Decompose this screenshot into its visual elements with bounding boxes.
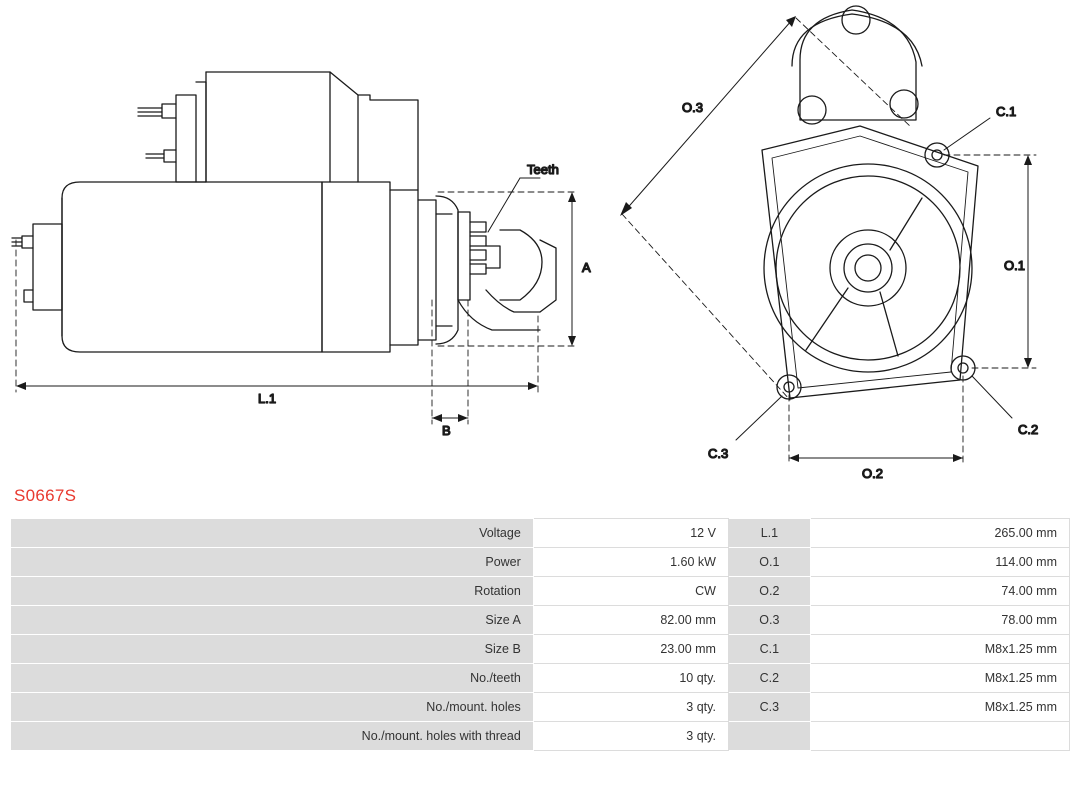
table-row <box>11 606 1070 635</box>
spec-label: No./teeth <box>11 664 534 693</box>
table-row <box>11 577 1070 606</box>
label-size-b: B <box>442 423 451 438</box>
spec-dim-label: C.1 <box>728 635 810 664</box>
table-row <box>11 693 1070 722</box>
table-row <box>11 519 1070 548</box>
table-row <box>11 548 1070 577</box>
label-teeth: Teeth <box>527 162 559 177</box>
spec-dim-label: O.1 <box>728 548 810 577</box>
spec-dim-label: C.3 <box>728 693 810 722</box>
spec-dim-value: 265.00 mm <box>810 519 1069 548</box>
spec-dim-label: L.1 <box>728 519 810 548</box>
spec-label: Rotation <box>11 577 534 606</box>
spec-label: No./mount. holes <box>11 693 534 722</box>
label-c3: C.3 <box>708 446 729 461</box>
spec-dim-label: O.3 <box>728 606 810 635</box>
label-c2: C.2 <box>1018 422 1039 437</box>
spec-value: 23.00 mm <box>533 635 728 664</box>
spec-dim-label: C.2 <box>728 664 810 693</box>
spec-dim-value: 114.00 mm <box>810 548 1069 577</box>
spec-dim-label: O.2 <box>728 577 810 606</box>
table-row <box>11 635 1070 664</box>
front-view-drawing <box>620 6 1038 480</box>
spec-dim-value <box>810 722 1069 751</box>
spec-value: CW <box>533 577 728 606</box>
spec-label: Power <box>11 548 534 577</box>
spec-value: 1.60 kW <box>533 548 728 577</box>
spec-dim-value: M8x1.25 mm <box>810 664 1069 693</box>
spec-dim-value: 78.00 mm <box>810 606 1069 635</box>
part-code: S0667S <box>14 486 77 505</box>
spec-label: Size B <box>11 635 534 664</box>
specifications-table <box>10 518 1070 751</box>
label-c1: C.1 <box>996 104 1017 119</box>
side-view-drawing <box>12 72 591 438</box>
spec-value: 12 V <box>533 519 728 548</box>
spec-label: Voltage <box>11 519 534 548</box>
label-length-l1: L.1 <box>258 391 277 406</box>
label-o3: O.3 <box>682 100 703 115</box>
spec-value: 82.00 mm <box>533 606 728 635</box>
label-size-a: A <box>582 260 591 275</box>
spec-label: No./mount. holes with thread <box>11 722 534 751</box>
table-row <box>11 664 1070 693</box>
spec-dim-value: 74.00 mm <box>810 577 1069 606</box>
label-o2: O.2 <box>862 466 883 480</box>
spec-dim-value: M8x1.25 mm <box>810 693 1069 722</box>
spec-dim-label <box>728 722 810 751</box>
spec-value: 3 qty. <box>533 722 728 751</box>
table-row <box>11 722 1070 751</box>
spec-dim-value: M8x1.25 mm <box>810 635 1069 664</box>
spec-label: Size A <box>11 606 534 635</box>
spec-value: 10 qty. <box>533 664 728 693</box>
spec-value: 3 qty. <box>533 693 728 722</box>
label-o1: O.1 <box>1004 258 1025 273</box>
